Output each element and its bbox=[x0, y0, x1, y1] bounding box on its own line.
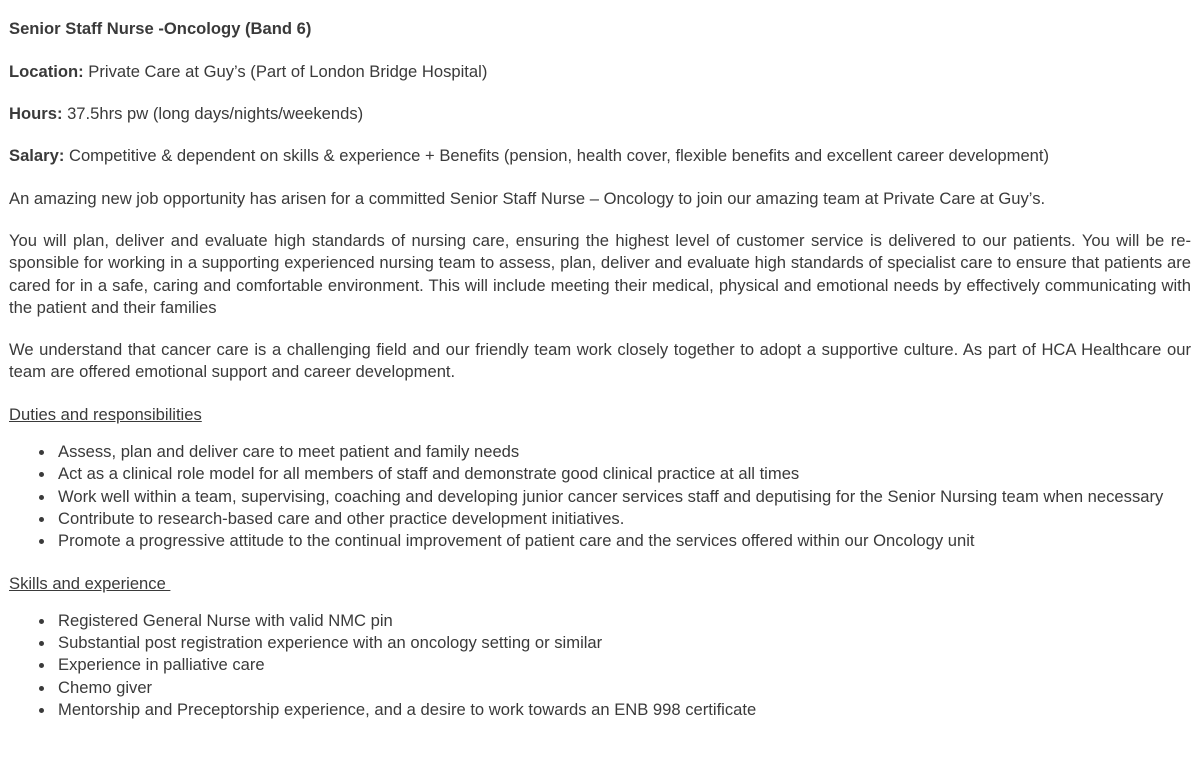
intro-paragraph-1: An amazing new job opportunity has arisen for a committed Senior Staff Nurse – Oncology to join our amazing team at Private Care at Guy’s. bbox=[9, 188, 1046, 208]
list-item: Act as a clinical role model for all members of staff and demonstrate good clinical practice at all times bbox=[58, 463, 1200, 485]
list-item: Chemo giver bbox=[58, 677, 1200, 699]
salary-label: Salary: bbox=[9, 146, 65, 166]
hours-value: 37.5hrs pw (long days/nights/weekends) bbox=[62, 104, 364, 124]
list-item: Work well within a team, supervising, coaching and developing junior cancer services staff and deputising for the Senior Nursing team when necessary bbox=[58, 486, 1178, 508]
location-label: Location: bbox=[9, 61, 84, 81]
list-item: Assess, plan and deliver care to meet patient and family needs bbox=[58, 441, 1200, 463]
skills-heading: Skills and experience bbox=[9, 573, 171, 593]
list-item: Substantial post registration experience with an oncology setting or similar bbox=[58, 632, 1200, 654]
intro-paragraph-2: You will plan, deliver and evaluate high standards of nursing care, ensuring the highest level of customer service is delivered to our patients. You will be responsible for working in a supporting experienced nursing team to assess, plan, deliver and evaluate high standards of specialist care to ensure that patients are cared for in a safe, caring and comfortable environment. This will include meeting their medical, physical and emotional needs by effectively communicating with the patient and their families bbox=[9, 230, 1191, 317]
intro-paragraph-3: We understand that cancer care is a challenging field and our friendly team work closely together to adopt a supportive culture. As part of HCA Healthcare our team are offered emotional support and career development. bbox=[9, 340, 1191, 382]
list-item: Contribute to research-based care and other practice development initiatives. bbox=[58, 508, 1200, 530]
list-item: Experience in palliative care bbox=[58, 654, 1200, 676]
hours-line bbox=[9, 103, 1200, 125]
location-line bbox=[9, 61, 1200, 83]
location-value: Private Care at Guy’s (Part of London Bridge Hospital) bbox=[83, 61, 488, 81]
skills-list bbox=[9, 610, 1200, 721]
hours-label: Hours: bbox=[9, 104, 63, 124]
salary-value: Competitive & dependent on skills & experience + Benefits (pension, health cover, flexible benefits and excellent career development) bbox=[64, 146, 1050, 166]
list-item: Promote a progressive attitude to the continual improvement of patient care and the services offered within our Oncology unit bbox=[58, 530, 1200, 552]
list-item: Mentorship and Preceptorship experience, and a desire to work towards an ENB 998 certificate bbox=[58, 699, 1200, 721]
list-item: Registered General Nurse with valid NMC pin bbox=[58, 610, 1200, 632]
duties-list bbox=[9, 441, 1200, 552]
job-title: Senior Staff Nurse -Oncology (Band 6) bbox=[9, 19, 312, 38]
salary-line bbox=[9, 145, 1200, 167]
duties-heading: Duties and responsibilities bbox=[9, 404, 202, 424]
